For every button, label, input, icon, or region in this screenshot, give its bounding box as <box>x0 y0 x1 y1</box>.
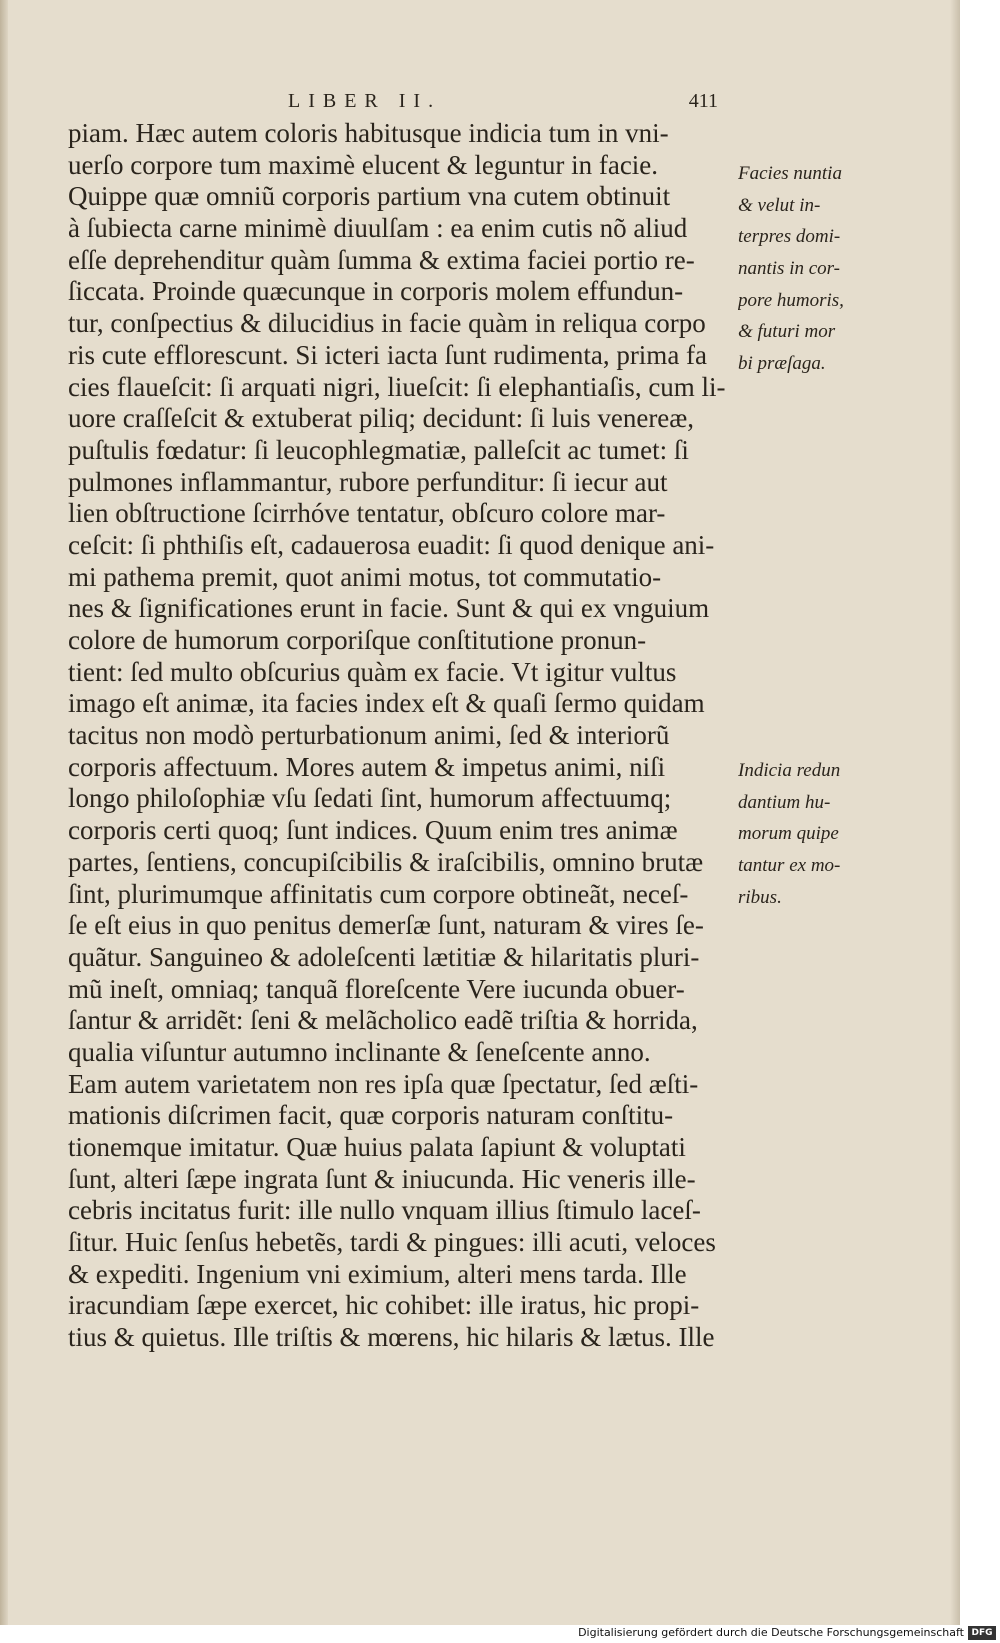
text-line: tur, conſpectius & dilucidius in facie quàm in reliqua corpo <box>68 308 706 339</box>
text-line: tacitus non modò perturbationum animi, ſed & interiorũ <box>68 720 670 751</box>
text-line: Quippe quæ omniũ corporis partium vna cutem obtinuit <box>68 181 671 212</box>
marginal-line: nantis in cor- <box>738 258 841 280</box>
marginal-line: terpres domi- <box>738 226 841 248</box>
text-line: ſunt, alteri ſæpe ingrata ſunt & iniucunda. Hic veneris ille- <box>68 1163 696 1194</box>
text-line: eſſe deprehenditur quàm ſumma & extima faciei portio re- <box>68 244 695 275</box>
digitization-footer <box>0 1625 1000 1643</box>
marginal-line: Facies nuntia <box>738 163 842 184</box>
dfg-logo: DFG <box>968 1626 996 1640</box>
text-line: uerſo corpore tum maximè elucent & leguntur in facie. <box>68 149 659 180</box>
text-line: ſantur & arridẽt: ſeni & melãcholico eadẽ triſtia & horrida, <box>68 1005 698 1036</box>
marginal-line: & futuri mor <box>738 321 836 343</box>
marginal-line: bi præſaga. <box>738 353 826 375</box>
text-line: corporis certi quoq; ſunt indices. Quum enim tres animæ <box>68 815 678 846</box>
text-line: partes, ſentiens, concupiſcibilis & iraſcibilis, omnino brutæ <box>68 846 704 877</box>
marginal-line: pore humoris, <box>738 289 844 311</box>
text-line: Eam autem varietatem non res ipſa quæ ſpectatur, ſed æſti- <box>68 1068 699 1099</box>
text-line: colore de humorum corporiſque conſtitutione pronun- <box>68 625 647 655</box>
text-line: ſitur. Huic ſenſus hebetẽs, tardi & pingues: illi acuti, veloces <box>68 1227 716 1258</box>
text-line: tionemque imitatur. Quæ huius palata ſapiunt & voluptati <box>68 1132 686 1162</box>
marginal-line: Indicia redun <box>738 760 841 781</box>
text-line: puſtulis fœdatur: ſi leucophlegmatiæ, palleſcit ac tumet: ſi <box>68 434 689 465</box>
text-line: ris cute efflorescunt. Si icteri iacta ſunt rudimenta, prima fa <box>68 339 708 370</box>
funding-credit: Digitalisierung gefördert durch die Deutsche Forschungsgemeinschaft <box>578 1626 964 1639</box>
page-number: 411 <box>688 90 718 112</box>
body-text <box>68 118 728 1354</box>
marginal-note-indicia <box>738 755 938 913</box>
text-line: tient: ſed multo obſcurius quàm ex facie. Vt igitur vultus <box>68 656 677 687</box>
marginal-line: tantur ex mo- <box>738 855 841 877</box>
text-line: ſe eſt eius in quo penitus demerſæ ſunt, naturam & vires ſe- <box>68 910 704 941</box>
text-line: ſint, plurimumque affinitatis cum corpore obtineãt, neceſ- <box>68 878 689 909</box>
marginal-line: ribus. <box>738 886 782 908</box>
text-line: imago eſt animæ, ita facies index eſt & quaſi ſermo quidam <box>68 688 705 719</box>
text-line: lien obſtructione ſcirrhóve tentatur, obſcuro colore mar- <box>68 498 666 529</box>
text-line: iracundiam ſæpe exercet, hic cohibet: ille iratus, hic propi- <box>68 1290 700 1321</box>
text-line: à ſubiecta carne minimè diuulſam : ea enim cutis nõ aliud <box>68 213 688 244</box>
text-line: qualia viſuntur autumno inclinante & ſeneſcente anno. <box>68 1036 651 1067</box>
text-line: uore craſſeſcit & extuberat piliq; decidunt: ſi luis venereæ, <box>68 403 695 434</box>
text-line: & expediti. Ingenium vni eximium, alteri mens tarda. Ille <box>68 1258 687 1289</box>
running-head <box>68 90 718 118</box>
text-line: nes & ſignificationes erunt in facie. Sunt & qui ex vnguium <box>68 593 710 624</box>
text-line: cebris incitatus furit: ille nullo vnquam illius ſtimulo laceſ- <box>68 1195 701 1226</box>
marginal-note-facies <box>738 158 938 380</box>
text-line: tius & quietus. Ille triſtis & mœrens, hic hilaris & lætus. Ille <box>68 1322 715 1353</box>
text-line: ceſcit: ſi phthiſis eſt, cadauerosa euadit: ſi quod denique ani- <box>68 529 715 560</box>
marginal-line: dantium hu- <box>738 791 831 813</box>
text-line: mi pathema premit, quot animi motus, tot commutatio- <box>68 561 662 592</box>
running-title: LIBER II. <box>288 90 442 112</box>
marginal-line: & velut in- <box>738 194 821 216</box>
page-edge <box>950 0 960 1643</box>
text-line: mũ ineſt, omniaq; tanquã floreſcente Vere iucunda obuer- <box>68 973 685 1004</box>
text-line: pulmones inflammantur, rubore perfunditur: ſi iecur aut <box>68 466 668 497</box>
page-gutter-shadow <box>0 0 8 1643</box>
text-line: mationis diſcrimen facit, quæ corporis naturam conſtitu- <box>68 1100 674 1131</box>
text-line: longo philoſophiæ vſu ſedati ſint, humorum affectuumq; <box>68 783 672 814</box>
text-line: cies flaueſcit: ſi arquati nigri, liueſcit: ſi elephantiaſis, cum li- <box>68 371 726 402</box>
text-line: ſiccata. Proinde quæcunque in corporis molem effundun- <box>68 276 684 307</box>
marginal-line: morum quipe <box>738 823 839 845</box>
text-line: corporis affectuum. Mores autem & impetus animi, niſi <box>68 751 666 782</box>
text-line: quãtur. Sanguineo & adoleſcenti lætitiæ & hilaritatis pluri- <box>68 941 700 972</box>
text-line: piam. Hæc autem coloris habitusque indicia tum in vni- <box>68 118 669 148</box>
